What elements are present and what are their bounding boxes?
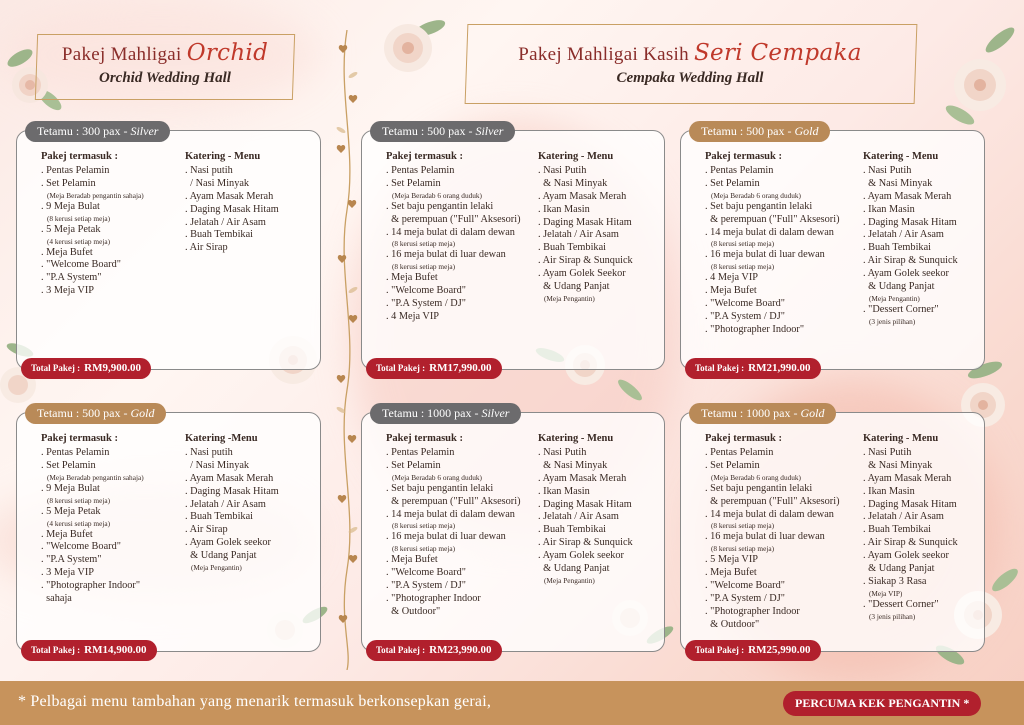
list-item: . 14 meja bulat di dalam dewan [705, 508, 834, 520]
item-note: (Meja Pengantin) [544, 293, 595, 303]
list-item: . "Welcome Board" [41, 541, 121, 553]
total-price-badge [21, 358, 151, 379]
item-note: (Meja Beradab pengantin sahaja) [47, 190, 144, 200]
header-title-text: Pakej Mahligai [61, 44, 182, 65]
list-item: . Set baju pengantin lelaki [705, 200, 813, 212]
package-card [361, 406, 665, 656]
list-item: . Meja Bufet [41, 528, 93, 540]
package-includes [386, 151, 521, 324]
list-item: . Daging Masak Hitam [538, 498, 632, 510]
list-item: . 16 meja bulat di luar dewan [386, 531, 506, 543]
package-includes-title: Pakej termasuk : [386, 151, 463, 162]
list-item: & Nasi Minyak [538, 177, 608, 189]
list-item: . Air Sirap & Sunquick [863, 537, 958, 549]
tier-guest-count: Tetamu : 500 pax - [37, 406, 131, 420]
item-note: (Meja Pengantin) [191, 563, 242, 573]
list-item: & perempuan ("Full" Aksesori) [705, 495, 840, 507]
list-item: . Air Sirap [185, 524, 228, 536]
list-item: . Air Sirap & Sunquick [538, 537, 633, 549]
list-item: . "Welcome Board" [386, 567, 466, 579]
footer-note: * Pelbagai menu tambahan yang menarik termasuk berkonsepkan gerai, [18, 693, 492, 710]
item-note: (8 kerusi setiap meja) [392, 544, 456, 554]
list-item: . Ayam Masak Merah [538, 190, 627, 202]
tier-guest-count: Tetamu : 500 pax - [382, 124, 476, 138]
header-cempaka [470, 32, 910, 87]
header-subtitle: Orchid Wedding Hall [99, 70, 231, 86]
item-note: (Meja Beradab pengantin sahaja) [47, 472, 144, 482]
list-item: . Pentas Pelamin [386, 446, 455, 458]
list-item: . 3 Meja VIP [41, 285, 95, 297]
list-item: . Ikan Masin [538, 203, 590, 215]
catering-menu [538, 433, 633, 586]
list-item: . 9 Meja Bulat [41, 200, 100, 212]
list-item: . Daging Masak Hitam [185, 485, 279, 497]
list-item: . Ikan Masin [538, 485, 590, 497]
list-item: & Outdoor" [705, 618, 760, 630]
package-card [361, 124, 665, 374]
list-item: . "P.A System / DJ" [386, 580, 466, 592]
catering-menu [863, 433, 958, 622]
list-item: & Udang Panjat [538, 281, 610, 293]
header-subtitle: Cempaka Wedding Hall [616, 70, 764, 86]
list-item: . Pentas Pelamin [705, 446, 774, 458]
list-item: & Udang Panjat [538, 563, 610, 575]
total-price: RM25,990.00 [748, 644, 811, 656]
header-title-text: Pakej Mahligai Kasih [518, 44, 689, 65]
list-item: . Pentas Pelamin [41, 446, 110, 458]
package-card [16, 124, 321, 374]
tier-name: Gold [794, 124, 819, 138]
tier-name: Gold [130, 406, 155, 420]
guest-tier-pill [689, 121, 830, 142]
item-note: (4 kerusi setiap meja) [47, 236, 111, 246]
list-item: . Set baju pengantin lelaki [386, 200, 494, 212]
list-item: . "Photographer Indoor" [705, 323, 805, 335]
list-item: . Ayam Golek seekor [538, 550, 624, 562]
list-item: & Nasi Minyak [863, 177, 933, 189]
total-label: Total Pakej : [31, 363, 81, 373]
guest-tier-pill [689, 403, 836, 424]
rose-flower-decoration [370, 8, 450, 88]
tier-guest-count: Tetamu : 500 pax - [701, 124, 795, 138]
total-label: Total Pakej : [695, 363, 745, 373]
list-item: . 16 meja bulat di luar dewan [705, 249, 825, 261]
list-item: . Jelatah / Air Asam [538, 511, 619, 523]
item-note: (Meja Pengantin) [869, 293, 920, 303]
catering-menu-title: Katering - Menu [538, 433, 614, 444]
list-item: . 16 meja bulat di luar dewan [386, 249, 506, 261]
total-price: RM9,900.00 [84, 362, 141, 374]
item-note: (3 jenis pilihan) [869, 316, 916, 326]
list-item: . 4 Meja VIP [705, 272, 759, 284]
list-item: . "Photographer Indoor [705, 605, 800, 617]
catering-menu-title: Katering - Menu [538, 151, 614, 162]
item-note: (Meja VIP) [869, 588, 903, 598]
header-orchid [30, 32, 300, 87]
item-note: (8 kerusi setiap meja) [711, 239, 775, 249]
list-item: . 9 Meja Bulat [41, 482, 100, 494]
total-price-badge [685, 640, 821, 661]
item-note: (8 kerusi setiap meja) [392, 239, 456, 249]
total-label: Total Pakej : [376, 645, 426, 655]
list-item: . Buah Tembikai [185, 511, 254, 523]
list-item: . Daging Masak Hitam [538, 216, 632, 228]
list-item: . Buah Tembikai [538, 524, 607, 536]
list-item: . Ayam Masak Merah [185, 190, 274, 202]
total-label: Total Pakej : [31, 645, 81, 655]
list-item: . Nasi putih [185, 446, 233, 458]
package-includes-title: Pakej termasuk : [41, 151, 118, 162]
list-item: . Ayam Golek seekor [185, 537, 271, 549]
list-item: . Jelatah / Air Asam [185, 216, 266, 228]
list-item: . Jelatah / Air Asam [185, 498, 266, 510]
list-item: . Nasi Putih [863, 446, 912, 458]
list-item: . Ikan Masin [863, 485, 915, 497]
list-item: . Meja Bufet [41, 246, 93, 258]
list-item: . Nasi Putih [538, 164, 587, 176]
list-item: . Meja Bufet [705, 285, 757, 297]
list-item: / Nasi Minyak [185, 459, 250, 471]
list-item: . Daging Masak Hitam [863, 498, 957, 510]
list-item: . "Photographer Indoor" [41, 580, 141, 592]
item-note: (Meja Beradab 6 orang duduk) [392, 472, 482, 482]
list-item: . "Dessert Corner" [863, 303, 939, 315]
list-item: . Ayam Golek seekor [863, 268, 949, 280]
list-item: . Pentas Pelamin [41, 164, 110, 176]
list-item: . "P.A System / DJ" [386, 298, 466, 310]
header-script-text: Orchid [186, 40, 269, 66]
list-item: . Set Pelamin [705, 177, 760, 189]
list-item: . Meja Bufet [705, 567, 757, 579]
package-includes-title: Pakej termasuk : [705, 433, 782, 444]
footer-bar [0, 681, 1024, 725]
list-item: . Set baju pengantin lelaki [705, 482, 813, 494]
list-item: sahaja [41, 593, 72, 605]
list-item: . 14 meja bulat di dalam dewan [386, 508, 515, 520]
list-item: . "P.A System / DJ" [705, 593, 785, 605]
list-item: . "P.A System" [41, 272, 102, 284]
tier-name: Silver [475, 124, 504, 138]
list-item: . "P.A System" [41, 554, 102, 566]
list-item: . 14 meja bulat di dalam dewan [386, 226, 515, 238]
total-label: Total Pakej : [376, 363, 426, 373]
list-item: . "Welcome Board" [41, 259, 121, 271]
list-item: . Set Pelamin [705, 459, 760, 471]
catering-menu [185, 433, 279, 573]
item-note: (Meja Pengantin) [544, 575, 595, 585]
list-item: . Set Pelamin [386, 459, 441, 471]
list-item: . Jelatah / Air Asam [863, 229, 944, 241]
list-item: & perempuan ("Full" Aksesori) [386, 213, 521, 225]
list-item: . Daging Masak Hitam [185, 203, 279, 215]
catering-menu-title: Katering - Menu [185, 151, 261, 162]
list-item: . Pentas Pelamin [386, 164, 455, 176]
list-item: . "Photographer Indoor [386, 593, 481, 605]
package-includes [705, 151, 840, 337]
list-item: . Meja Bufet [386, 554, 438, 566]
item-note: (8 kerusi setiap meja) [392, 521, 456, 531]
list-item: & Udang Panjat [863, 281, 935, 293]
guest-tier-pill [370, 121, 515, 142]
guest-tier-pill [25, 403, 166, 424]
total-label: Total Pakej : [695, 645, 745, 655]
catering-menu-title: Katering - Menu [863, 433, 939, 444]
list-item: . "P.A System / DJ" [705, 311, 785, 323]
list-item: . Set baju pengantin lelaki [386, 482, 494, 494]
heart-vine-decoration [334, 30, 360, 670]
list-item: & Nasi Minyak [863, 459, 933, 471]
list-item: . Buah Tembikai [185, 229, 254, 241]
item-note: (8 kerusi setiap meja) [47, 213, 111, 223]
list-item: . Ayam Masak Merah [863, 190, 952, 202]
list-item: . Set Pelamin [41, 177, 96, 189]
item-note: (Meja Beradab 6 orang duduk) [711, 190, 801, 200]
list-item: . 4 Meja VIP [386, 311, 440, 323]
catering-menu-title: Katering - Menu [863, 151, 939, 162]
package-includes [41, 433, 144, 606]
list-item: . Air Sirap [185, 242, 228, 254]
list-item: & perempuan ("Full" Aksesori) [705, 213, 840, 225]
package-includes-title: Pakej termasuk : [41, 433, 118, 444]
free-cake-badge: PERCUMA KEK PENGANTIN * [783, 691, 981, 716]
package-includes [41, 151, 144, 298]
package-card [680, 124, 985, 374]
list-item: . Ayam Masak Merah [538, 472, 627, 484]
total-price-badge [21, 640, 157, 661]
rose-flower-decoration [940, 25, 1024, 135]
total-price: RM14,900.00 [84, 644, 147, 656]
package-includes [386, 433, 521, 619]
list-item: . Nasi Putih [863, 164, 912, 176]
list-item: . Nasi Putih [538, 446, 587, 458]
header-title [30, 32, 300, 66]
list-item: . Nasi putih [185, 164, 233, 176]
list-item: . 16 meja bulat di luar dewan [705, 531, 825, 543]
list-item: . Buah Tembikai [538, 242, 607, 254]
list-item: . Daging Masak Hitam [863, 216, 957, 228]
list-item: . Air Sirap & Sunquick [538, 255, 633, 267]
list-item: . Ayam Golek seekor [863, 550, 949, 562]
list-item: & Udang Panjat [185, 550, 257, 562]
list-item: & Outdoor" [386, 605, 441, 617]
header-script-text: Seri Cempaka [693, 40, 862, 66]
list-item: . Buah Tembikai [863, 524, 932, 536]
list-item: & Udang Panjat [863, 563, 935, 575]
list-item: . "Dessert Corner" [863, 598, 939, 610]
list-item: . 14 meja bulat di dalam dewan [705, 226, 834, 238]
list-item: . Ayam Masak Merah [185, 472, 274, 484]
tier-name: Gold [800, 406, 825, 420]
list-item: . Meja Bufet [386, 272, 438, 284]
total-price-badge [685, 358, 821, 379]
list-item: . Set Pelamin [386, 177, 441, 189]
tier-name: Silver [130, 124, 159, 138]
package-includes-title: Pakej termasuk : [705, 151, 782, 162]
tier-name: Silver [481, 406, 510, 420]
list-item: . Jelatah / Air Asam [538, 229, 619, 241]
package-includes-title: Pakej termasuk : [386, 433, 463, 444]
list-item: . Siakap 3 Rasa [863, 575, 927, 587]
list-item: . Pentas Pelamin [705, 164, 774, 176]
list-item: . "Welcome Board" [705, 580, 785, 592]
item-note: (8 kerusi setiap meja) [711, 262, 775, 272]
item-note: (3 jenis pilihan) [869, 611, 916, 621]
guest-tier-pill [370, 403, 521, 424]
list-item: . Buah Tembikai [863, 242, 932, 254]
item-note: (Meja Beradab 6 orang duduk) [711, 472, 801, 482]
list-item: . 3 Meja VIP [41, 567, 95, 579]
guest-tier-pill [25, 121, 170, 142]
list-item: . 5 Meja Petak [41, 505, 101, 517]
list-item: . Ikan Masin [863, 203, 915, 215]
catering-menu [185, 151, 279, 255]
list-item: . Air Sirap & Sunquick [863, 255, 958, 267]
tier-guest-count: Tetamu : 1000 pax - [382, 406, 482, 420]
total-price-badge [366, 640, 502, 661]
list-item: . Set Pelamin [41, 459, 96, 471]
total-price: RM17,990.00 [429, 362, 492, 374]
list-item: / Nasi Minyak [185, 177, 250, 189]
list-item: . 5 Meja Petak [41, 223, 101, 235]
list-item: . "Welcome Board" [705, 298, 785, 310]
tier-guest-count: Tetamu : 1000 pax - [701, 406, 801, 420]
list-item: . Jelatah / Air Asam [863, 511, 944, 523]
total-price: RM21,990.00 [748, 362, 811, 374]
header-title [470, 32, 910, 66]
tier-guest-count: Tetamu : 300 pax - [37, 124, 131, 138]
item-note: (8 kerusi setiap meja) [47, 495, 111, 505]
item-note: (8 kerusi setiap meja) [711, 521, 775, 531]
package-card [680, 406, 985, 656]
list-item: . 5 Meja VIP [705, 554, 759, 566]
total-price-badge [366, 358, 502, 379]
catering-menu [863, 151, 958, 327]
item-note: (8 kerusi setiap meja) [711, 544, 775, 554]
catering-menu [538, 151, 633, 304]
list-item: & Nasi Minyak [538, 459, 608, 471]
item-note: (4 kerusi setiap meja) [47, 518, 111, 528]
package-card [16, 406, 321, 656]
list-item: . "Welcome Board" [386, 285, 466, 297]
list-item: . Ayam Golek Seekor [538, 268, 626, 280]
item-note: (8 kerusi setiap meja) [392, 262, 456, 272]
list-item: & perempuan ("Full" Aksesori) [386, 495, 521, 507]
item-note: (Meja Beradab 6 orang duduk) [392, 190, 482, 200]
total-price: RM23,990.00 [429, 644, 492, 656]
package-includes [705, 433, 840, 632]
list-item: . Ayam Masak Merah [863, 472, 952, 484]
catering-menu-title: Katering -Menu [185, 433, 258, 444]
